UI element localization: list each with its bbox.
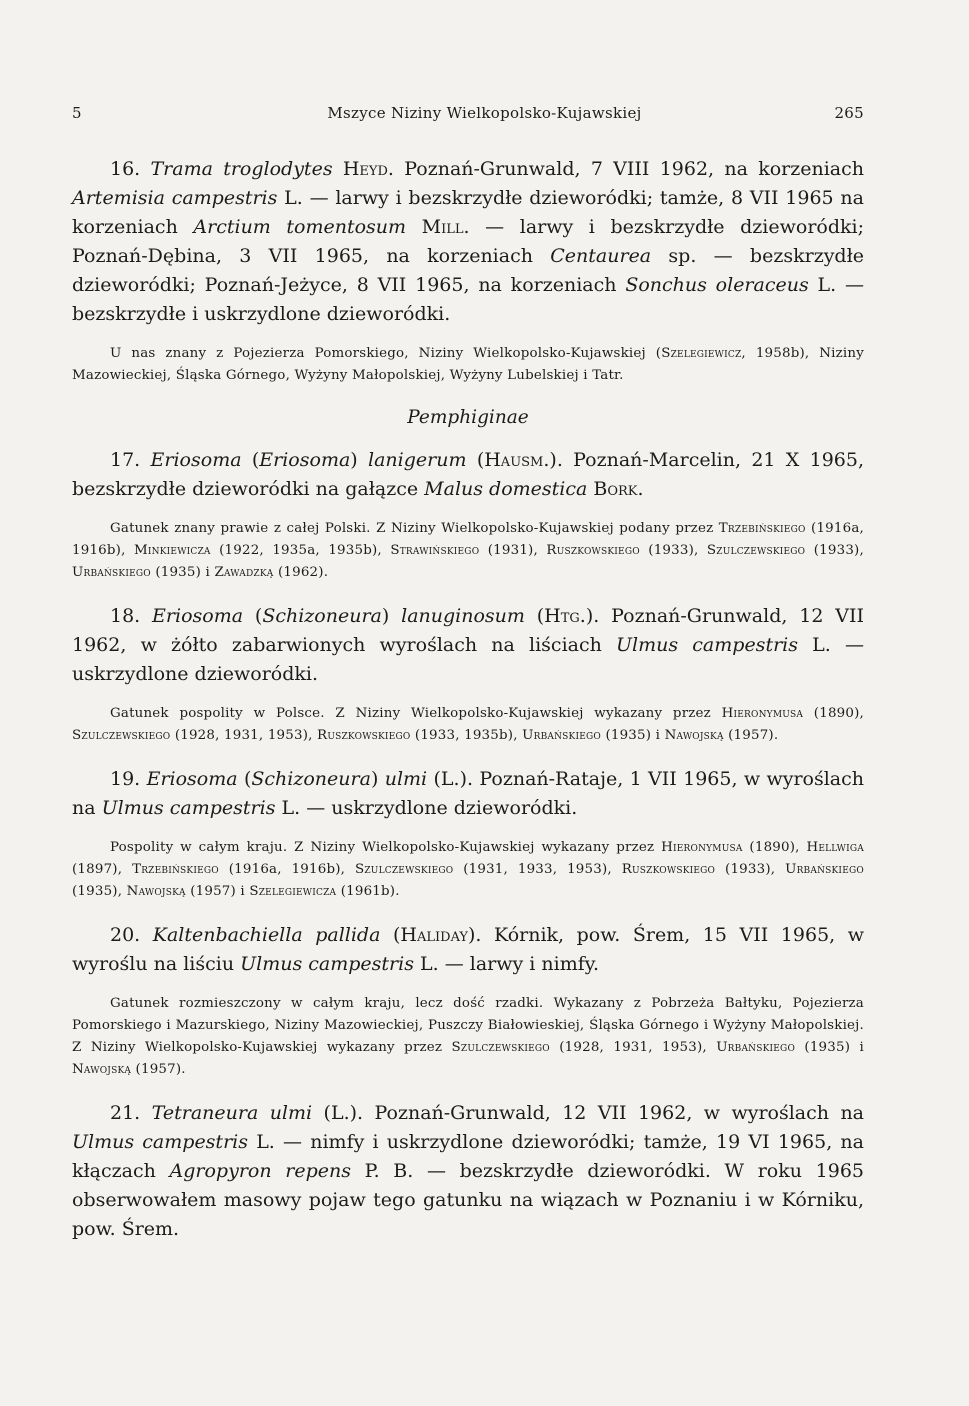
- note-text: (1928, 1931, 1953),: [559, 1040, 707, 1055]
- note-text: (1933),: [725, 862, 776, 877]
- entry-text: — larwy i bezskrzydłe dzieworódki; Poznań-Dębina, 3 VII 1965, na korzeniach: [72, 216, 864, 267]
- entry-17: [72, 446, 864, 504]
- entry-number: 17.: [110, 449, 141, 471]
- subgenus-name: Schizoneura: [262, 605, 382, 627]
- running-header: Mszyce Niziny Wielkopolsko-Kujawskiej: [327, 104, 642, 122]
- note-text: (1931),: [487, 543, 538, 558]
- author-name: Mill.: [421, 216, 470, 238]
- author-name: Haliday: [400, 924, 469, 946]
- entry-18: [72, 602, 864, 689]
- host-plant: Ulmus campestris: [616, 634, 798, 656]
- author-name: Htg.: [544, 605, 586, 627]
- entry-text: ). Kórnik, pow. Śrem, 15 VII 1965, w wyroślu na liściu: [72, 924, 865, 975]
- entry-text: L. — bezskrzydłe i uskrzydlone dzieworódki.: [72, 274, 864, 325]
- note-text: (1957) i: [190, 884, 245, 899]
- note-text: (1931, 1933, 1953),: [463, 862, 612, 877]
- entry-text: (: [393, 924, 401, 946]
- host-plant: Agropyron repens: [169, 1160, 351, 1182]
- entry-20: [72, 921, 864, 979]
- entry-text: sp. — bezskrzydłe dzieworódki; Poznań-Jeżyce, 8 VII 1965, na korzeniach: [72, 245, 865, 296]
- entry-text: (L.). Poznań-Rataje, 1 VII 1965, w wyroślach na: [72, 768, 865, 819]
- entry-text: (L.). Poznań-Grunwald, 12 VII 1962, w wyroślach na: [323, 1102, 865, 1124]
- cited-author: Szelegiewicz,: [661, 346, 746, 361]
- note-text: U nas znany z Pojezierza Pomorskiego, Niziny Wielkopolsko-Kujawskiej (: [110, 346, 662, 361]
- author-name: Bork.: [593, 478, 644, 500]
- cited-author: Urbańskiego: [72, 565, 151, 580]
- host-plant: Sonchus oleraceus: [625, 274, 809, 296]
- cited-author: Urbańskiego: [716, 1040, 796, 1055]
- species-name: Eriosoma: [150, 449, 242, 471]
- entry-text: (: [536, 605, 545, 627]
- cited-author: Ruszkowskiego: [621, 862, 716, 877]
- note-text: (1890),: [813, 706, 864, 721]
- host-plant: Arctium tomentosum: [193, 216, 407, 238]
- cited-author: Trzebińskiego: [718, 521, 806, 536]
- entry-text: (: [476, 449, 485, 471]
- cited-author: Szelegiewicza: [249, 884, 337, 899]
- cited-author: Urbańskiego: [522, 728, 601, 743]
- cited-author: Szulczewskiego: [706, 543, 806, 558]
- note-text: (1962).: [277, 565, 329, 580]
- entry-text: ): [370, 768, 379, 790]
- note-20: [72, 993, 864, 1081]
- species-epithet: lanigerum: [368, 449, 467, 471]
- note-text: (1933, 1935b),: [414, 728, 518, 743]
- cited-author: Hieronymusa: [661, 840, 743, 855]
- note-text: Gatunek znany prawie z całej Polski. Z Niziny Wielkopolsko-Kujawskiej podany przez: [110, 521, 714, 536]
- cited-author: Strawińskiego: [390, 543, 480, 558]
- entry-text: P. B. — bezskrzydłe dzieworódki. W roku 1965 obserwowałem masowy pojaw tego gatunku na wiązach w Poznaniu i w Kórniku, pow. Śrem.: [72, 1160, 864, 1240]
- entry-text: L. — uskrzydlone dzieworódki.: [72, 634, 864, 685]
- entry-number: 20.: [110, 924, 141, 946]
- cited-author: Szulczewskiego: [451, 1040, 550, 1055]
- entry-21: [72, 1099, 864, 1244]
- note-text: (1928, 1931, 1953),: [174, 728, 313, 743]
- entry-text: Poznań-Grunwald, 7 VIII 1962, na korzeniach: [404, 158, 865, 180]
- note-text: (1897),: [72, 862, 123, 877]
- species-name: Eriosoma: [146, 768, 238, 790]
- host-plant: Ulmus campestris: [240, 953, 414, 975]
- note-text: (1933),: [648, 543, 699, 558]
- note-text: (1933),: [813, 543, 864, 558]
- cited-author: Hieronymusa: [721, 706, 804, 721]
- entry-text: L. — uskrzydlone dzieworódki.: [281, 797, 578, 819]
- note-16: [72, 343, 864, 387]
- entry-text: (: [251, 449, 260, 471]
- entry-text: L. — nimfy i uskrzydlone dzieworódki; tamże, 19 VI 1965, na kłączach: [72, 1131, 864, 1182]
- cited-author: Szulczewskiego: [354, 862, 454, 877]
- species-epithet: ulmi: [384, 768, 428, 790]
- note-text: (1935) i: [155, 565, 210, 580]
- note-text: 1958b), Niziny Mazowieckiej, Śląska Górnego, Wyżyny Małopolskiej, Wyżyny Lubelskiej i Tatr.: [72, 346, 864, 383]
- cited-author: Ruszkowskiego: [546, 543, 640, 558]
- note-17: [72, 518, 864, 584]
- species-name: Kaltenbachiella pallida: [152, 924, 381, 946]
- subgenus-name: Eriosoma: [259, 449, 351, 471]
- cited-author: Nawojską: [664, 728, 724, 743]
- article-body: [72, 155, 864, 1258]
- author-name: Hausm.: [484, 449, 550, 471]
- note-18: [72, 703, 864, 747]
- page-number: 265: [834, 104, 864, 122]
- entry-text: ): [350, 449, 358, 471]
- entry-number: 18.: [110, 605, 141, 627]
- species-name: Tetraneura ulmi: [151, 1102, 313, 1124]
- entry-text: L. — larwy i bezskrzydłe dzieworódki; tamże, 8 VII 1965 na korzeniach: [72, 187, 864, 238]
- cited-author: Nawojską: [72, 1062, 132, 1077]
- note-text: (1890),: [749, 840, 800, 855]
- entry-16: [72, 155, 864, 329]
- cited-author: Hellwiga: [806, 840, 864, 855]
- entry-text: (: [243, 768, 252, 790]
- entry-text: (: [254, 605, 263, 627]
- note-text: (1957).: [135, 1062, 186, 1077]
- note-text: (1935) i: [605, 728, 661, 743]
- note-text: Pospolity w całym kraju. Z Niziny Wielkopolsko-Kujawskiej wykazany przez: [110, 840, 655, 855]
- note-text: (1935) i: [804, 1040, 864, 1055]
- cited-author: Szulczewskiego: [72, 728, 171, 743]
- note-text: (1916a, 1916b),: [228, 862, 346, 877]
- note-text: Gatunek rozmieszczony w całym kraju, lecz dość rzadki. Wykazany z Pobrzeża Bałtyku, Pojezierza Pomorskiego i Mazurskiego, Niziny Mazowieckiej, Puszczy Białowieskiej, Śląska Górnego i Wyżyny Małopolskiej. Z Niziny Wielkopolsko-Kujawskiej wykazany przez: [72, 996, 864, 1055]
- host-plant: Ulmus campestris: [101, 797, 276, 819]
- cited-author: Urbańskiego: [785, 862, 864, 877]
- entry-text: ). Poznań-Marcelin, 21 X 1965, bezskrzydłe dzieworódki na gałązce: [72, 449, 865, 500]
- entry-text: ). Poznań-Grunwald, 12 VII 1962, w żółto zabarwionych wyroślach na liściach: [72, 605, 864, 656]
- section-number: 5: [72, 104, 82, 122]
- host-plant: Centaurea: [550, 245, 652, 267]
- entry-number: 21.: [110, 1102, 141, 1124]
- entry-number: 19.: [110, 768, 141, 790]
- subfamily-heading: Pemphiginae: [407, 407, 529, 428]
- note-19: [72, 837, 864, 903]
- entry-text: L. — larwy i nimfy.: [420, 953, 600, 975]
- note-text: (1961b).: [340, 884, 400, 899]
- host-plant: Artemisia campestris: [72, 187, 278, 209]
- entry-19: [72, 765, 864, 823]
- note-text: (1935),: [72, 884, 123, 899]
- cited-author: Nawojską: [126, 884, 186, 899]
- note-text: (1916a, 1916b),: [72, 521, 864, 558]
- entry-text: ): [381, 605, 390, 627]
- species-name: Eriosoma: [152, 605, 244, 627]
- cited-author: Ruszkowskiego: [317, 728, 411, 743]
- cited-author: Trzebińskiego: [132, 862, 219, 877]
- species-epithet: lanuginosum: [401, 605, 525, 627]
- entry-number: 16.: [110, 158, 141, 180]
- subgenus-name: Schizoneura: [251, 768, 371, 790]
- author-name: Heyd.: [342, 158, 394, 180]
- note-text: (1922, 1935a, 1935b),: [219, 543, 382, 558]
- cited-author: Zawadzką: [214, 565, 274, 580]
- cited-author: Minkiewicza: [134, 543, 211, 558]
- species-name: Trama troglodytes: [150, 158, 333, 180]
- note-text: Gatunek pospolity w Polsce. Z Niziny Wielkopolsko-Kujawskiej wykazany przez: [110, 706, 711, 721]
- note-text: (1957).: [728, 728, 779, 743]
- host-plant: Malus domestica: [424, 478, 588, 500]
- host-plant: Ulmus campestris: [72, 1131, 248, 1153]
